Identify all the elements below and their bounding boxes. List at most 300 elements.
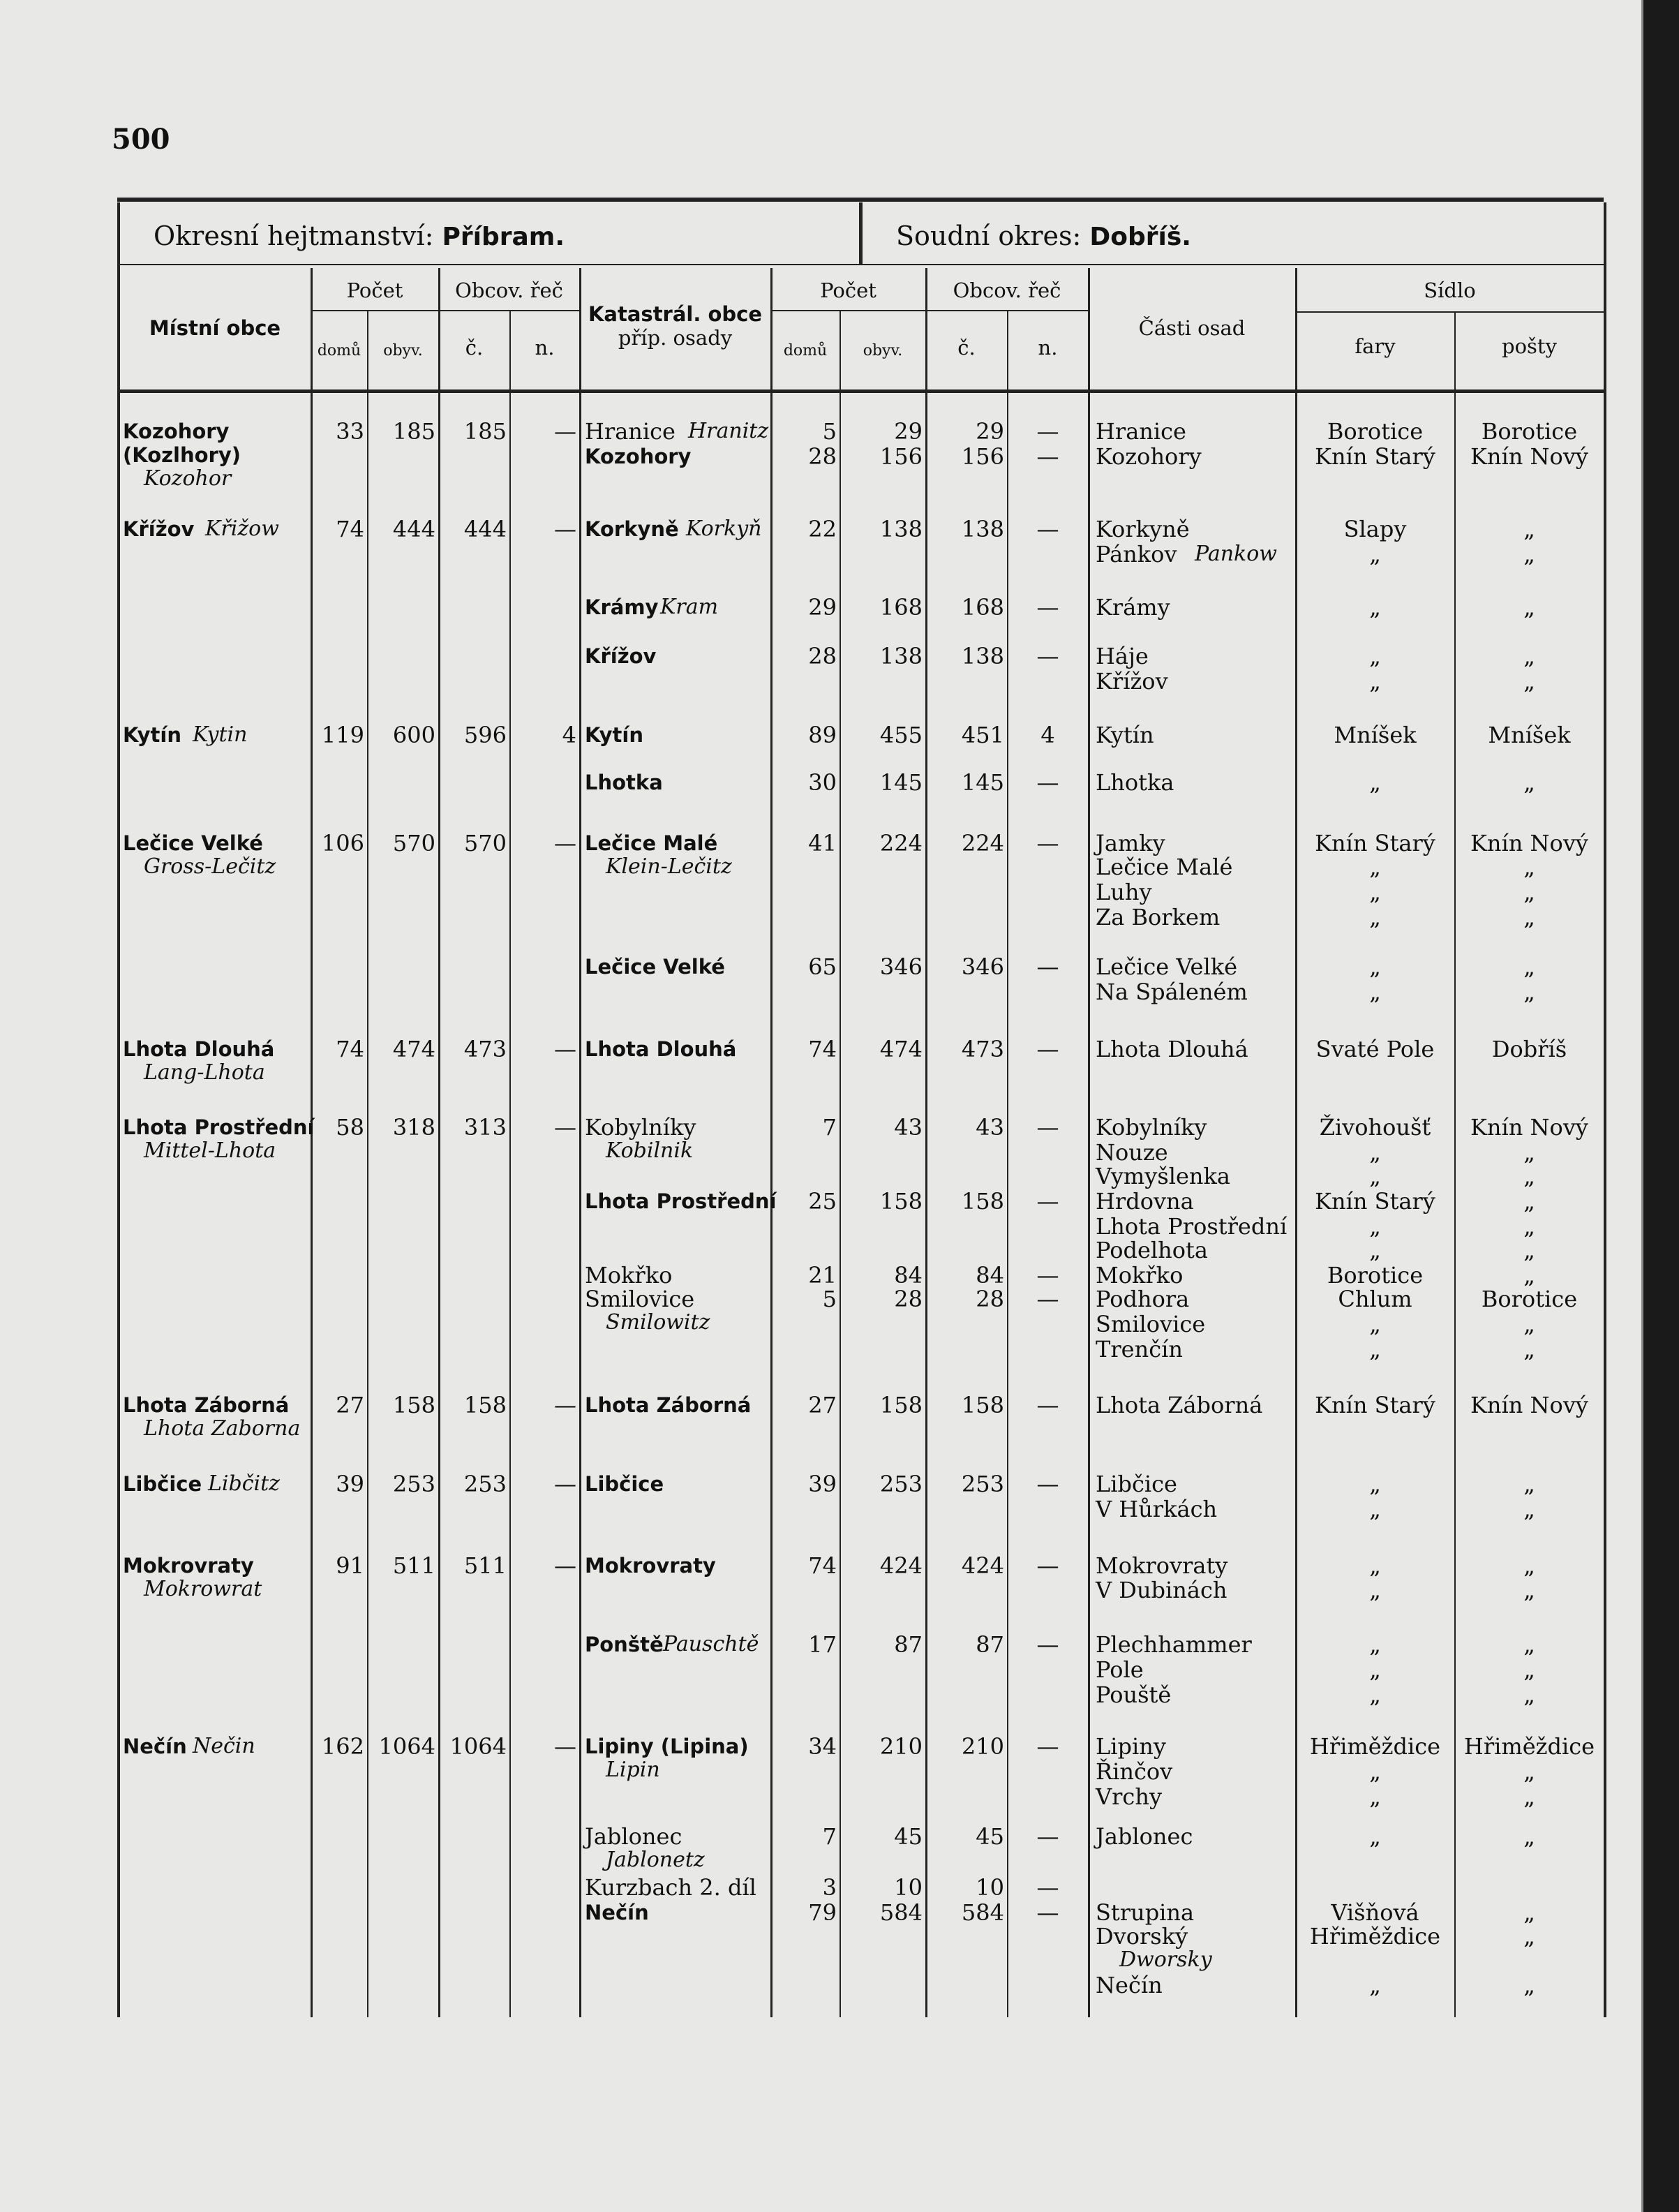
cadastral-inhabitants: 584 <box>879 1899 923 1926</box>
cadastral-german: — <box>1036 769 1059 796</box>
parish-seat: „ <box>1369 1823 1381 1850</box>
municipality-houses: 106 <box>321 830 364 856</box>
col-n-1: n. <box>535 336 555 359</box>
municipality-german-name: Lhota Zaborna <box>144 1416 301 1441</box>
cadastral-inhabitants: 138 <box>879 516 923 542</box>
municipality-czech: 511 <box>463 1552 507 1579</box>
post-office-seat: „ <box>1523 1262 1535 1289</box>
parish-seat: „ <box>1369 904 1381 930</box>
settlement-part-name: Podhora <box>1096 1286 1190 1312</box>
settlement-part-name: Na Spáleném <box>1096 979 1248 1005</box>
cadastral-czech: 210 <box>961 1733 1004 1760</box>
municipality-inhabitants: 600 <box>392 722 435 748</box>
settlement-part-name: Lhotka <box>1096 769 1174 796</box>
settlement-part-name: Lhota Záborná <box>1096 1392 1263 1418</box>
cadastral-name: Lhota Záborná <box>585 1393 752 1417</box>
cadastral-german: — <box>1036 1874 1059 1901</box>
cadastral-houses: 74 <box>808 1552 837 1579</box>
post-office-seat: „ <box>1523 1471 1535 1497</box>
cadastral-name: Mokrovraty <box>585 1554 716 1578</box>
col-obyv-1: obyv. <box>383 342 423 359</box>
parish-seat: „ <box>1369 643 1381 669</box>
municipality-czech: 1064 <box>449 1733 507 1760</box>
settlement-part-name: Lhota Dlouhá <box>1096 1036 1248 1062</box>
parish-seat: Borotice <box>1327 1262 1424 1289</box>
settlement-part-name: Trenčín <box>1096 1336 1183 1363</box>
cadastral-inhabitants: 138 <box>879 643 923 669</box>
cadastral-german: — <box>1036 443 1059 470</box>
post-office-seat: „ <box>1523 1783 1535 1810</box>
cadastral-name: Krámy <box>585 595 659 619</box>
cadastral-inhabitants: 424 <box>879 1552 923 1579</box>
cadastral-houses: 27 <box>808 1392 837 1418</box>
col-obyv-2: obyv. <box>863 342 903 359</box>
cadastral-houses: 79 <box>808 1899 837 1926</box>
cadastral-inhabitants: 210 <box>879 1733 923 1760</box>
settlement-part-german-name: Pankow <box>1195 542 1277 566</box>
parish-seat: Chlum <box>1338 1286 1412 1312</box>
cadastral-czech: 28 <box>976 1286 1004 1312</box>
cadastral-german: — <box>1036 1471 1059 1497</box>
cadastral-german-name: Lipin <box>606 1758 660 1782</box>
cadastral-houses: 30 <box>808 769 837 796</box>
cadastral-czech: 224 <box>961 830 1004 856</box>
cadastral-czech: 253 <box>961 1471 1004 1497</box>
col-domu-2: domů <box>783 342 828 359</box>
cadastral-inhabitants: 474 <box>879 1036 923 1062</box>
cadastral-german-name: Kram <box>660 595 719 619</box>
parish-seat: Hřiměždice <box>1309 1733 1441 1760</box>
municipality-inhabitants: 511 <box>392 1552 435 1579</box>
post-office-seat: „ <box>1523 1336 1535 1363</box>
municipality-czech: 596 <box>463 722 507 748</box>
cadastral-name: Jablonec <box>585 1823 682 1850</box>
post-office-seat: Knín Nový <box>1470 1392 1588 1418</box>
settlement-part-name: Vrchy <box>1096 1783 1163 1810</box>
parish-seat: „ <box>1369 1213 1381 1240</box>
settlement-part-name: Krámy <box>1096 594 1170 621</box>
post-office-seat: „ <box>1523 1972 1535 1998</box>
col-line-4 <box>509 310 511 2017</box>
settlement-part-name: Kytín <box>1096 722 1154 748</box>
settlement-part-name: Luhy <box>1096 879 1152 905</box>
col-obcov-1: Obcov. řeč <box>455 279 563 302</box>
parish-seat: „ <box>1369 979 1381 1005</box>
municipality-german-name: Mokrowrat <box>144 1577 262 1601</box>
post-office-seat: „ <box>1523 1139 1535 1166</box>
parish-seat: Knín Starý <box>1315 443 1435 470</box>
cadastral-inhabitants: 84 <box>894 1262 923 1289</box>
cadastral-houses: 25 <box>808 1188 837 1215</box>
municipality-inhabitants: 444 <box>392 516 435 542</box>
cadastral-german: — <box>1036 1392 1059 1418</box>
post-office-seat: „ <box>1523 1899 1535 1926</box>
cadastral-german: — <box>1036 1114 1059 1141</box>
cadastral-name: Lhota Dlouhá <box>585 1037 737 1061</box>
parish-seat: „ <box>1369 1577 1381 1603</box>
col-c-2: č. <box>957 336 976 359</box>
settlement-part-name: Vymyšlenka <box>1096 1163 1230 1189</box>
post-office-seat: Knín Nový <box>1470 443 1588 470</box>
cadastral-czech: 424 <box>961 1552 1004 1579</box>
settlement-part-name: Korkyně <box>1096 516 1190 542</box>
cadastral-houses: 5 <box>822 418 837 445</box>
municipality-german-name: Libčitz <box>208 1471 280 1496</box>
post-office-seat: „ <box>1523 1237 1535 1263</box>
post-office-seat: „ <box>1523 769 1535 796</box>
cadastral-houses: 5 <box>822 1286 837 1312</box>
settlement-part-name: Pole <box>1096 1656 1144 1683</box>
court-heading: Soudní okres: Dobříš. <box>896 221 1191 251</box>
title-rule <box>117 264 1604 265</box>
post-office-seat: „ <box>1523 668 1535 695</box>
cadastral-german: — <box>1036 643 1059 669</box>
cadastral-czech: 138 <box>961 516 1004 542</box>
post-office-seat: „ <box>1523 1682 1535 1708</box>
municipality-german: 4 <box>562 722 576 748</box>
col-c-1: č. <box>465 336 484 359</box>
cadastral-name: Lhotka <box>585 771 663 794</box>
cadastral-houses: 65 <box>808 953 837 980</box>
post-office-seat: „ <box>1523 541 1535 567</box>
cadastral-name: Libčice <box>585 1472 664 1496</box>
col-line-5 <box>579 268 581 2017</box>
cadastral-inhabitants: 455 <box>879 722 923 748</box>
settlement-part-name: V Dubinách <box>1096 1577 1227 1603</box>
municipality-german-name: Mittel-Lhota <box>144 1138 276 1163</box>
post-office-seat: „ <box>1523 1923 1535 1950</box>
parish-seat: „ <box>1369 1552 1381 1579</box>
post-office-seat: „ <box>1523 1631 1535 1658</box>
post-office-seat: „ <box>1523 953 1535 980</box>
cadastral-czech: 156 <box>961 443 1004 470</box>
subheader-rule-left <box>311 310 579 311</box>
subheader-rule-right <box>1295 311 1604 313</box>
settlement-part-name: Křížov <box>1096 668 1168 695</box>
cadastral-german: — <box>1036 830 1059 856</box>
parish-seat: „ <box>1369 541 1381 567</box>
municipality-czech: 444 <box>463 516 507 542</box>
cadastral-inhabitants: 87 <box>894 1631 923 1658</box>
cadastral-inhabitants: 156 <box>879 443 923 470</box>
settlement-part-name: Lečice Velké <box>1096 953 1238 980</box>
cadastral-inhabitants: 10 <box>894 1874 923 1901</box>
post-office-seat: „ <box>1523 1758 1535 1785</box>
cadastral-name: Lhota Prostřední <box>585 1189 777 1213</box>
municipality-name: Lhota Záborná <box>123 1393 290 1417</box>
parish-seat: „ <box>1369 879 1381 905</box>
municipality-czech: 570 <box>463 830 507 856</box>
cadastral-houses: 22 <box>808 516 837 542</box>
municipality-german: — <box>554 1392 576 1418</box>
cadastral-german: 4 <box>1040 722 1055 748</box>
post-office-seat: „ <box>1523 1213 1535 1240</box>
parish-seat: „ <box>1369 1163 1381 1189</box>
municipality-inhabitants: 185 <box>392 418 435 445</box>
cadastral-czech: 158 <box>961 1188 1004 1215</box>
cadastral-inhabitants: 145 <box>879 769 923 796</box>
post-office-seat: „ <box>1523 1311 1535 1337</box>
col-line-10 <box>1088 268 1090 2017</box>
frame-left <box>117 202 120 2017</box>
municipality-inhabitants: 158 <box>392 1392 435 1418</box>
parish-seat: „ <box>1369 668 1381 695</box>
cadastral-german-name: Jablonetz <box>606 1848 705 1872</box>
cadastral-german-name: Kobilnik <box>606 1138 694 1163</box>
parish-seat: „ <box>1369 1471 1381 1497</box>
post-office-seat: Borotice <box>1481 418 1578 445</box>
settlement-part-name: V Hůrkách <box>1096 1496 1218 1522</box>
parish-seat: „ <box>1369 1758 1381 1785</box>
cadastral-houses: 39 <box>808 1471 837 1497</box>
municipality-czech: 253 <box>463 1471 507 1497</box>
municipality-houses: 74 <box>336 516 364 542</box>
parish-seat: Knín Starý <box>1315 830 1435 856</box>
cadastral-name: Lipiny (Lipina) <box>585 1735 749 1758</box>
municipality-inhabitants: 570 <box>392 830 435 856</box>
cadastral-german: — <box>1036 1552 1059 1579</box>
col-pocet-2: Počet <box>820 279 876 302</box>
settlement-part-german-name: Dworsky <box>1119 1947 1212 1972</box>
cadastral-name: Lečice Velké <box>585 955 725 979</box>
col-obcov-2: Obcov. řeč <box>953 279 1061 302</box>
cadastral-czech: 87 <box>976 1631 1004 1658</box>
top-rule <box>117 198 1604 202</box>
settlement-part-name: Háje <box>1096 643 1149 669</box>
parish-seat: Borotice <box>1327 418 1424 445</box>
cadastral-name: Hranice <box>585 418 676 445</box>
municipality-name: Lečice Velké <box>123 831 263 855</box>
municipality-german: — <box>554 1114 576 1141</box>
cadastral-czech: 584 <box>961 1899 1004 1926</box>
title-divider <box>859 202 863 264</box>
municipality-inhabitants: 318 <box>392 1114 435 1141</box>
cadastral-german: — <box>1036 1733 1059 1760</box>
cadastral-german: — <box>1036 1899 1059 1926</box>
settlement-part-name: Mokřko <box>1096 1262 1184 1289</box>
parish-seat: Knín Starý <box>1315 1392 1435 1418</box>
cadastral-german-name: Hranitz <box>688 419 769 443</box>
post-office-seat: „ <box>1523 879 1535 905</box>
municipality-german: — <box>554 1036 576 1062</box>
cadastral-czech: 168 <box>961 594 1004 621</box>
settlement-part-name: Jamky <box>1096 830 1165 856</box>
cadastral-houses: 3 <box>822 1874 837 1901</box>
cadastral-houses: 17 <box>808 1631 837 1658</box>
cadastral-name: Smilovice <box>585 1286 695 1312</box>
parish-seat: Knín Starý <box>1315 1188 1435 1215</box>
col-n-2: n. <box>1038 336 1058 359</box>
settlement-part-name: Kobylníky <box>1096 1114 1207 1141</box>
post-office-seat: Knín Nový <box>1470 1114 1588 1141</box>
settlement-part-name: Lečice Malé <box>1096 854 1233 880</box>
parish-seat: Mníšek <box>1334 722 1417 748</box>
col-katastr-2: příp. osady <box>618 326 733 350</box>
parish-seat: „ <box>1369 594 1381 621</box>
cadastral-german: — <box>1036 594 1059 621</box>
parish-seat: „ <box>1369 1237 1381 1263</box>
cadastral-german: — <box>1036 418 1059 445</box>
cadastral-inhabitants: 346 <box>879 953 923 980</box>
parish-seat: „ <box>1369 1972 1381 1998</box>
parish-seat: „ <box>1369 1656 1381 1683</box>
cadastral-czech: 346 <box>961 953 1004 980</box>
settlement-part-name: Řinčov <box>1096 1758 1173 1785</box>
settlement-part-name: Podelhota <box>1096 1237 1208 1263</box>
settlement-part-name: Mokrovraty <box>1096 1552 1228 1579</box>
cadastral-inhabitants: 43 <box>894 1114 923 1141</box>
cadastral-name: Kurzbach 2. díl <box>585 1874 756 1901</box>
col-line-2 <box>367 310 368 2017</box>
cadastral-houses: 21 <box>808 1262 837 1289</box>
municipality-name: Lhota Dlouhá <box>123 1037 275 1061</box>
cadastral-inhabitants: 253 <box>879 1471 923 1497</box>
parish-seat: Hřiměždice <box>1309 1923 1441 1950</box>
cadastral-houses: 7 <box>822 1823 837 1850</box>
post-office-seat: Borotice <box>1481 1286 1578 1312</box>
municipality-houses: 162 <box>321 1733 364 1760</box>
parish-seat: „ <box>1369 1336 1381 1363</box>
post-office-seat: „ <box>1523 1577 1535 1603</box>
parish-seat: „ <box>1369 1783 1381 1810</box>
post-office-seat: „ <box>1523 1823 1535 1850</box>
col-posty: pošty <box>1502 334 1557 358</box>
municipality-name: Kozohory <box>123 420 230 443</box>
cadastral-german: — <box>1036 1188 1059 1215</box>
col-katastr: Katastrál. obce <box>588 302 763 326</box>
municipality-houses: 27 <box>336 1392 364 1418</box>
cadastral-inhabitants: 45 <box>894 1823 923 1850</box>
parish-seat: „ <box>1369 953 1381 980</box>
municipality-german: — <box>554 418 576 445</box>
post-office-seat: „ <box>1523 1656 1535 1683</box>
parish-seat: „ <box>1369 1682 1381 1708</box>
parish-seat: Višňová <box>1331 1899 1419 1926</box>
cadastral-german: — <box>1036 1286 1059 1312</box>
municipality-inhabitants: 253 <box>392 1471 435 1497</box>
municipality-inhabitants: 1064 <box>378 1733 435 1760</box>
cadastral-german-name: Pauschtě <box>663 1632 759 1656</box>
post-office-seat: „ <box>1523 979 1535 1005</box>
cadastral-inhabitants: 168 <box>879 594 923 621</box>
cadastral-german: — <box>1036 1036 1059 1062</box>
cadastral-czech: 158 <box>961 1392 1004 1418</box>
cadastral-houses: 29 <box>808 594 837 621</box>
post-office-seat: „ <box>1523 1163 1535 1189</box>
cadastral-inhabitants: 28 <box>894 1286 923 1312</box>
settlement-part-name: Hranice <box>1096 418 1186 445</box>
cadastral-houses: 28 <box>808 443 837 470</box>
cadastral-name: Nečín <box>585 1901 649 1924</box>
cadastral-german: — <box>1036 1823 1059 1850</box>
parish-seat: Svaté Pole <box>1315 1036 1435 1062</box>
cadastral-czech: 29 <box>976 418 1004 445</box>
post-office-seat: „ <box>1523 1552 1535 1579</box>
settlement-part-name: Lipiny <box>1096 1733 1166 1760</box>
col-line-9 <box>1007 310 1008 2017</box>
cadastral-german: — <box>1036 1262 1059 1289</box>
settlement-part-name: Kozohory <box>1096 443 1202 470</box>
frame-right <box>1604 202 1606 2017</box>
municipality-houses: 119 <box>321 722 364 748</box>
cadastral-german: — <box>1036 516 1059 542</box>
settlement-part-name: Libčice <box>1096 1471 1177 1497</box>
municipality-houses: 74 <box>336 1036 364 1062</box>
cadastral-inhabitants: 29 <box>894 418 923 445</box>
municipality-german: — <box>554 1733 576 1760</box>
cadastral-inhabitants: 224 <box>879 830 923 856</box>
col-casti-osad: Části osad <box>1138 316 1246 340</box>
settlement-part-name: Pánkov <box>1096 541 1177 567</box>
settlement-part-name: Za Borkem <box>1096 904 1221 930</box>
post-office-seat: „ <box>1523 1188 1535 1215</box>
municipality-name: Mokrovraty <box>123 1554 254 1578</box>
parish-seat: „ <box>1369 1139 1381 1166</box>
cadastral-name: Kozohory <box>585 445 692 468</box>
municipality-houses: 91 <box>336 1552 364 1579</box>
cadastral-german: — <box>1036 953 1059 980</box>
municipality-german-name: Kozohor <box>144 466 232 491</box>
municipality-czech: 473 <box>463 1036 507 1062</box>
cadastral-houses: 7 <box>822 1114 837 1141</box>
municipality-name: Kytín <box>123 723 181 747</box>
settlement-part-name: Hrdovna <box>1096 1188 1194 1215</box>
municipality-czech: 313 <box>463 1114 507 1141</box>
post-office-seat: Mníšek <box>1488 722 1571 748</box>
settlement-part-name: Strupina <box>1096 1899 1195 1926</box>
cadastral-czech: 145 <box>961 769 1004 796</box>
parish-seat: „ <box>1369 1311 1381 1337</box>
municipality-czech: 158 <box>463 1392 507 1418</box>
cadastral-czech: 45 <box>976 1823 1004 1850</box>
col-sidlo: Sídlo <box>1424 279 1476 302</box>
cadastral-houses: 74 <box>808 1036 837 1062</box>
cadastral-czech: 43 <box>976 1114 1004 1141</box>
parish-seat: „ <box>1369 769 1381 796</box>
cadastral-houses: 41 <box>808 830 837 856</box>
settlement-part-name: Nouze <box>1096 1139 1168 1166</box>
municipality-german: — <box>554 516 576 542</box>
cadastral-czech: 10 <box>976 1874 1004 1901</box>
col-line-7 <box>840 310 841 2017</box>
district-heading: Okresní hejtmanství: Příbram. <box>154 221 565 251</box>
parish-seat: Slapy <box>1343 516 1407 542</box>
settlement-part-name: Dvorský <box>1096 1923 1188 1950</box>
settlement-part-name: Plechhammer <box>1096 1631 1252 1658</box>
cadastral-inhabitants: 158 <box>879 1188 923 1215</box>
settlement-part-name: Lhota Prostřední <box>1096 1213 1288 1240</box>
col-mistni-obce: Místní obce <box>149 316 281 340</box>
municipality-name: Lhota Prostřední <box>123 1115 315 1139</box>
post-office-seat: Dobříš <box>1491 1036 1567 1062</box>
parish-seat: „ <box>1369 1496 1381 1522</box>
cadastral-czech: 138 <box>961 643 1004 669</box>
cadastral-name: Křížov <box>585 644 657 668</box>
cadastral-german-name: Korkyň <box>686 517 762 541</box>
post-office-seat: Hřiměždice <box>1463 1733 1595 1760</box>
page-number: 500 <box>112 123 170 156</box>
parish-seat: Živohoušť <box>1319 1114 1431 1141</box>
cadastral-name: Lečice Malé <box>585 831 718 855</box>
cadastral-name: Mokřko <box>585 1262 673 1289</box>
post-office-seat: Knín Nový <box>1470 830 1588 856</box>
cadastral-inhabitants: 158 <box>879 1392 923 1418</box>
cadastral-czech: 451 <box>961 722 1004 748</box>
post-office-seat: „ <box>1523 904 1535 930</box>
cadastral-houses: 89 <box>808 722 837 748</box>
municipality-german-name: Lang-Lhota <box>144 1060 265 1085</box>
municipality-name-alt: (Kozlhory) <box>123 443 241 467</box>
